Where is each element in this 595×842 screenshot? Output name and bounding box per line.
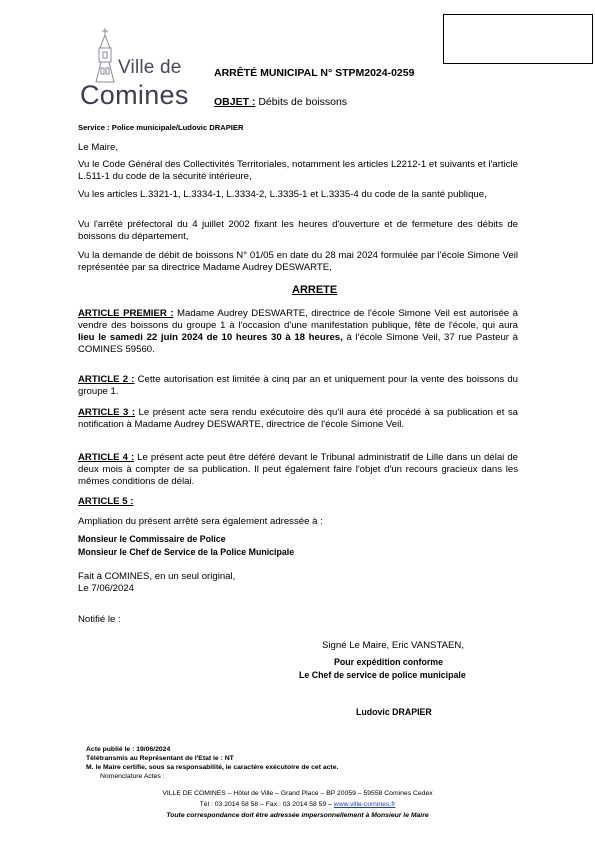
adresse-mairie: VILLE DE COMINES – Hôtel de Ville – Grand Place – BP 20059 – 59558 Comines Cedex (162, 790, 433, 797)
fait-a: Fait à COMINES, en un seul original, (78, 571, 236, 582)
article-premier-text-b: à l'école Simone Veil, 37 rue Pasteur à COMINES 59560. (78, 332, 518, 355)
article-premier (78, 308, 518, 356)
date-line: Le 7/06/2024 (78, 583, 135, 594)
objet-label: OBJET : (214, 96, 256, 108)
vu-demande: Vu la demande de débit de boissons N° 01/05 en date du 28 mai 2024 formulée par l'école Simone Veil représentée par sa directrice Madame Audrey DESWARTE, (78, 250, 518, 273)
stamp-box (443, 14, 593, 64)
church-icon (92, 28, 118, 84)
arrete-heading: ARRETE (292, 284, 338, 296)
ampliation-line: Ampliation du présent arrêté sera également adressée à : (78, 516, 323, 527)
article-2-label: ARTICLE 2 : (78, 374, 135, 385)
certification: M. le Maire certifie, sous sa responsabilité, le caractère exécutoire de cet acte. (86, 764, 339, 771)
article-5-label: ARTICLE 5 : (78, 496, 134, 507)
signe-maire: Signé Le Maire, Eric VANSTAEN, (322, 640, 464, 651)
acte-publie: Acte publié le : 19/06/2024 (86, 746, 171, 753)
destinataire-chef-police: Monsieur le Chef de Service de la Police Municipale (78, 547, 295, 557)
service-line: Service : Police municipale/Ludovic DRAPIER (78, 123, 244, 132)
vu-arrete-prefectoral: Vu l'arrêté préfectoral du 4 juillet 2002 fixant les heures d'ouverture et de fermeture des débits de boissons du département, (78, 219, 518, 242)
telephone-fax: Tél : 03 2014 58 58 – Fax : 03 2014 58 59 – (199, 801, 334, 808)
vu-cgct: Vu le Code Général des Collectivités Territoriales, notamment les articles L2212-1 et suivants et l'article L.511-1 du code de la sécurité intérieure, (78, 159, 518, 182)
nomenclature: Nomenclature Actes : (100, 773, 165, 780)
teletransmis: Télétransmis au Représentant de l'Etat le : NT (86, 755, 234, 762)
objet-line (214, 96, 347, 108)
document-title: ARRÊTÉ MUNICIPAL N° STPM2024-0259 (214, 67, 415, 79)
article-4-text: Le présent acte peut être déféré devant le Tribunal administratif de Lille dans un délai de deux mois à compter de sa publication. Il peut également faire l'objet d'un recours gracieux dans les mêmes conditions de délai. (78, 452, 518, 487)
correspondance-note: Toute correspondance doit être adressée impersonnellement à Monsieur le Maire (166, 812, 429, 819)
article-3-text: Le présent acte sera rendu exécutoire dès qu'il aura été procédé à sa publication et sa notification à Madame Audrey DESWARTE, directrice de l'école Simone Veil. (78, 407, 519, 430)
article-4-label: ARTICLE 4 : (78, 452, 135, 463)
article-4 (78, 452, 518, 488)
logo-ville-text: Ville de (118, 57, 182, 78)
article-3-label: ARTICLE 3 : (78, 407, 136, 418)
logo-comines-text: Comines (80, 80, 189, 110)
article-2 (78, 374, 518, 398)
maire-line: Le Maire, (78, 142, 118, 153)
article-premier-text-a: Madame Audrey DESWARTE, directrice de l'école Simone Veil est autorisée à vendre des boissons du groupe 1 à l'occasion d'une manifestation publique, fête de l'école, qui aura (78, 308, 518, 331)
objet-text: Débits de boissons (258, 96, 348, 108)
article-premier-label: ARTICLE PREMIER : (78, 308, 174, 319)
destinataire-commissaire: Monsieur le Commissaire de Police (78, 534, 226, 544)
article-5 (78, 496, 518, 508)
article-premier-date: lieu le samedi 22 juin 2024 de 10 heures 30 à 18 heures, (78, 332, 343, 343)
article-2-text: Cette autorisation est limitée à cinq par an et uniquement pour la vente des boissons du groupe 1. (78, 374, 518, 397)
signataire-nom: Ludovic DRAPIER (356, 707, 432, 717)
vu-sante-publique: Vu les articles L.3321-1, L.3334-1, L.3334-2, L.3335-1 et L.3335-4 du code de la santé publique, (78, 189, 487, 200)
notifie-le: Notifié le : (78, 614, 121, 625)
contact-line (0, 800, 595, 811)
site-link[interactable]: www.ville-comines.fr (333, 801, 396, 808)
chef-service: Le Chef de service de police municipale (299, 670, 466, 680)
pour-expedition: Pour expédition conforme (334, 657, 443, 667)
city-logo (78, 26, 198, 116)
article-3 (78, 407, 518, 431)
